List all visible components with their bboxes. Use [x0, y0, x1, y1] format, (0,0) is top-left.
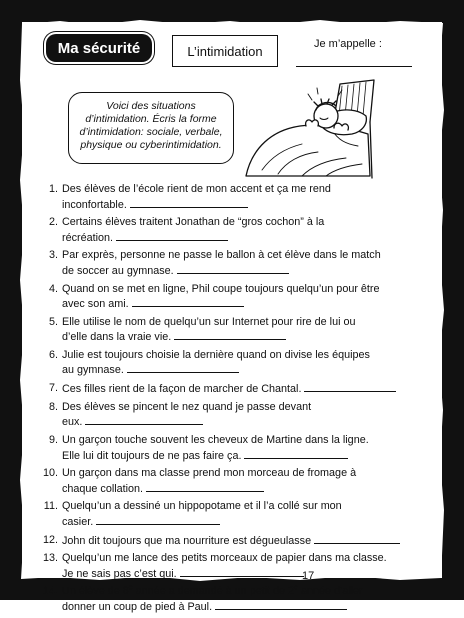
- question-text: eux.: [62, 416, 83, 429]
- question-item: [36, 551, 432, 581]
- question-text: au gymnase.: [62, 364, 124, 377]
- answer-blank[interactable]: [304, 381, 396, 392]
- question-number: 14.: [42, 585, 58, 598]
- page-number: 17: [302, 570, 315, 582]
- question-text: Un garçon touche souvent les cheveux de Martine dans la ligne.: [62, 434, 369, 446]
- question-number: 12.: [42, 533, 58, 546]
- question-text: Ces filles rient de la façon de marcher de Chantal.: [62, 383, 302, 396]
- question-text: année d’aller: [297, 585, 363, 598]
- answer-blank[interactable]: [215, 599, 347, 610]
- question-text: Quand on se met en ligne, Phil coupe toujours quelqu’un pour être: [62, 282, 380, 295]
- question-item: [36, 215, 432, 245]
- child-in-bed-illustration: [242, 78, 378, 184]
- question-text: inconfortable.: [62, 198, 127, 211]
- question-item: [36, 400, 432, 430]
- question-text: Je ne sais pas c’est qui.: [62, 567, 177, 580]
- question-text: Quelqu’un a dessiné un hippopotame et il l’a collé sur mon: [62, 500, 342, 513]
- question-text: Des élèves de l’école rient de mon accent et ça me rend: [62, 183, 331, 195]
- question-text: Un garçon dans ma classe prend mon morceau de fromage à: [62, 467, 357, 480]
- question-item: [36, 584, 432, 614]
- question-list: [36, 182, 432, 618]
- answer-blank[interactable]: [116, 230, 228, 241]
- name-label: Je m’appelle :: [314, 38, 382, 50]
- answer-blank[interactable]: [244, 448, 348, 459]
- answer-blank[interactable]: [130, 197, 248, 208]
- question-number: 3.: [48, 249, 58, 262]
- answer-blank[interactable]: [85, 414, 203, 425]
- question-number: 9.: [48, 434, 58, 446]
- question-item: [36, 533, 432, 549]
- question-text: Elle lui dit toujours de ne pas faire ça.: [62, 449, 242, 462]
- question-text: avec son ami.: [62, 298, 129, 311]
- question-text: Des élèves se pincent le nez quand je passe devant: [62, 400, 312, 413]
- topic-title: L’intimidation: [172, 35, 278, 67]
- instructions-line: physique ou cyberintimidation.: [80, 139, 222, 151]
- question-text: Julie est toujours choisie la dernière quand on divise les équipes: [62, 348, 370, 361]
- answer-blank[interactable]: [127, 362, 239, 373]
- question-text: Elle utilise le nom de quelqu’un sur Internet pour rire de lui ou: [62, 315, 356, 328]
- question-text: Un élève de 6: [62, 585, 129, 598]
- answer-blank[interactable]: [174, 329, 286, 340]
- question-text: chaque collation.: [62, 482, 144, 495]
- section-badge: Ma sécurité: [46, 34, 152, 62]
- question-number: 2.: [48, 216, 58, 229]
- superscript: e: [294, 584, 298, 592]
- answer-blank[interactable]: [96, 514, 220, 525]
- superscript: e: [128, 584, 133, 592]
- worksheet-page: [22, 22, 442, 613]
- question-number: 8.: [48, 400, 58, 413]
- answer-blank[interactable]: [314, 533, 400, 544]
- question-item: [36, 248, 432, 278]
- question-text: Quelqu’un me lance des petits morceaux de papier dans ma classe.: [62, 552, 387, 565]
- answer-blank[interactable]: [146, 481, 264, 492]
- question-text: année a demandé à un petit de 2: [132, 585, 295, 598]
- question-text: donner un coup de pied à Paul.: [62, 600, 213, 613]
- question-number: 7.: [48, 382, 58, 395]
- question-item: [36, 348, 432, 378]
- question-item: [36, 282, 432, 312]
- question-text: casier.: [62, 515, 94, 528]
- question-text: John dit toujours que ma nourriture est dégueulasse: [62, 534, 312, 547]
- instructions-line: Voici des situations: [106, 100, 196, 112]
- question-item: [36, 182, 432, 212]
- question-text: récréation.: [62, 231, 114, 244]
- question-number: 13.: [42, 552, 58, 565]
- answer-blank[interactable]: [177, 263, 289, 274]
- instructions-line: d’intimidation. Écris la forme: [85, 113, 217, 125]
- answer-blank[interactable]: [180, 566, 304, 577]
- question-number: 6.: [48, 348, 58, 361]
- question-text: de soccer au gymnase.: [62, 264, 174, 277]
- question-item: [36, 433, 432, 463]
- instructions-box: [68, 92, 234, 164]
- answer-blank[interactable]: [132, 296, 244, 307]
- question-item: [36, 466, 432, 496]
- question-text: d’elle dans la vraie vie.: [62, 331, 172, 344]
- question-item: [36, 499, 432, 529]
- question-item: [36, 315, 432, 345]
- question-number: 1.: [48, 183, 58, 195]
- question-number: 10.: [42, 467, 58, 480]
- instructions-line: d’intimidation: sociale, verbale,: [79, 126, 223, 138]
- question-text: Par exprès, personne ne passe le ballon à cet élève dans le match: [62, 249, 381, 262]
- name-field[interactable]: [296, 66, 412, 67]
- question-number: 11.: [43, 500, 58, 513]
- question-item: [36, 381, 432, 397]
- question-number: 5.: [48, 315, 58, 328]
- question-number: 4.: [48, 282, 58, 295]
- question-text: Certains élèves traitent Jonathan de “gros cochon” à la: [62, 216, 325, 229]
